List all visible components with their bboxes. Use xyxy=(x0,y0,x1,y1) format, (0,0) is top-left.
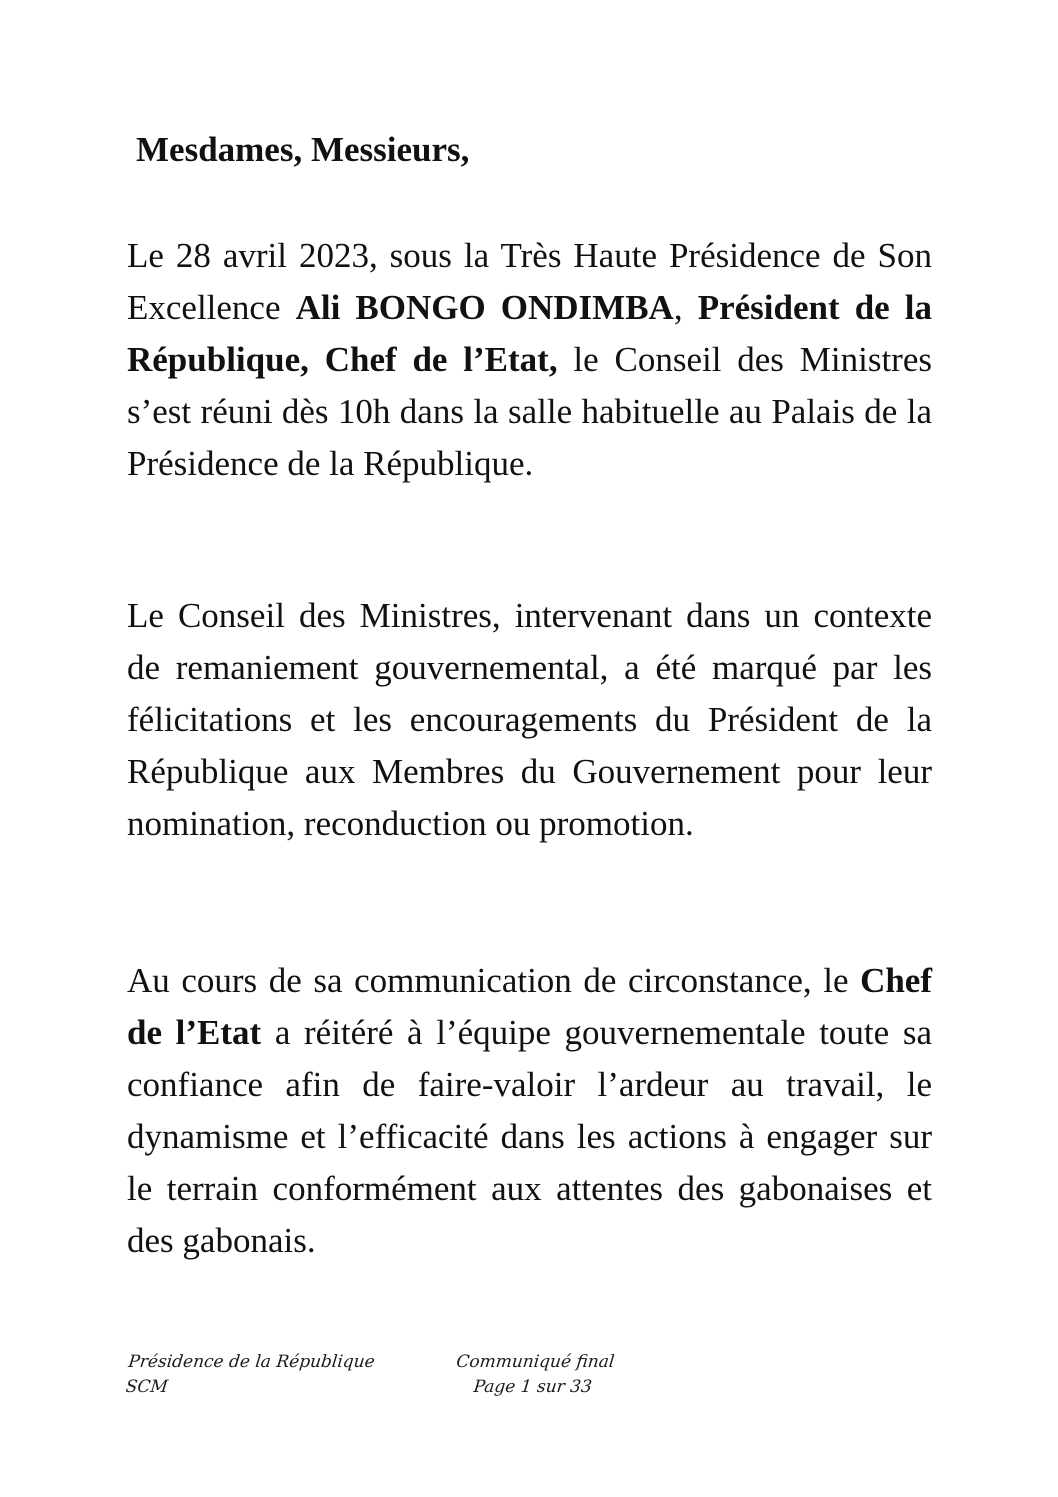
paragraph-text: Au cours de sa communication de circonstance, le xyxy=(127,961,861,1000)
footer-doc-info xyxy=(452,1350,615,1400)
president-name: Ali BONGO ONDIMBA xyxy=(295,288,674,327)
footer-page-number: Page 1 sur 33 xyxy=(472,1377,593,1397)
paragraph-text: a réitéré à l’équipe gouvernementale toute sa confiance afin de faire-valoir l’ardeur au travail, le dynamisme et l’efficacité dans les actions à engager sur le terrain conformément aux attentes des gabonaises et des gabonais. xyxy=(127,1013,932,1260)
president-title: Président de la République, Chef de l’Etat, xyxy=(127,288,932,379)
paragraph-text: Le 28 avril 2023, sous la Très Haute Présidence de Son Excellence xyxy=(127,236,932,327)
paragraph-text: le Conseil des Ministres s’est réuni dès 10h dans la salle habituelle au Palais de la Présidence de la République. xyxy=(127,340,932,483)
footer-issuer-name: Présidence de la République xyxy=(127,1352,376,1372)
footer-doc-title: Communiqué final xyxy=(455,1352,616,1372)
salutation: Mesdames, Messieurs, xyxy=(136,130,470,169)
head-of-state: Chef de l’Etat xyxy=(127,961,932,1052)
paragraph-communication xyxy=(127,955,932,1267)
footer-issuer xyxy=(124,1350,376,1400)
paragraph-context: Le Conseil des Ministres, intervenant dans un contexte de remaniement gouvernemental, a été marqué par les félicitations et les encouragements du Président de la République aux Membres du Gouvernement pour leur nomination, reconduction ou promotion. xyxy=(127,596,932,843)
paragraph-opening xyxy=(127,230,932,490)
footer-issuer-dept: SCM xyxy=(124,1377,169,1397)
paragraph-text: , xyxy=(673,288,698,327)
